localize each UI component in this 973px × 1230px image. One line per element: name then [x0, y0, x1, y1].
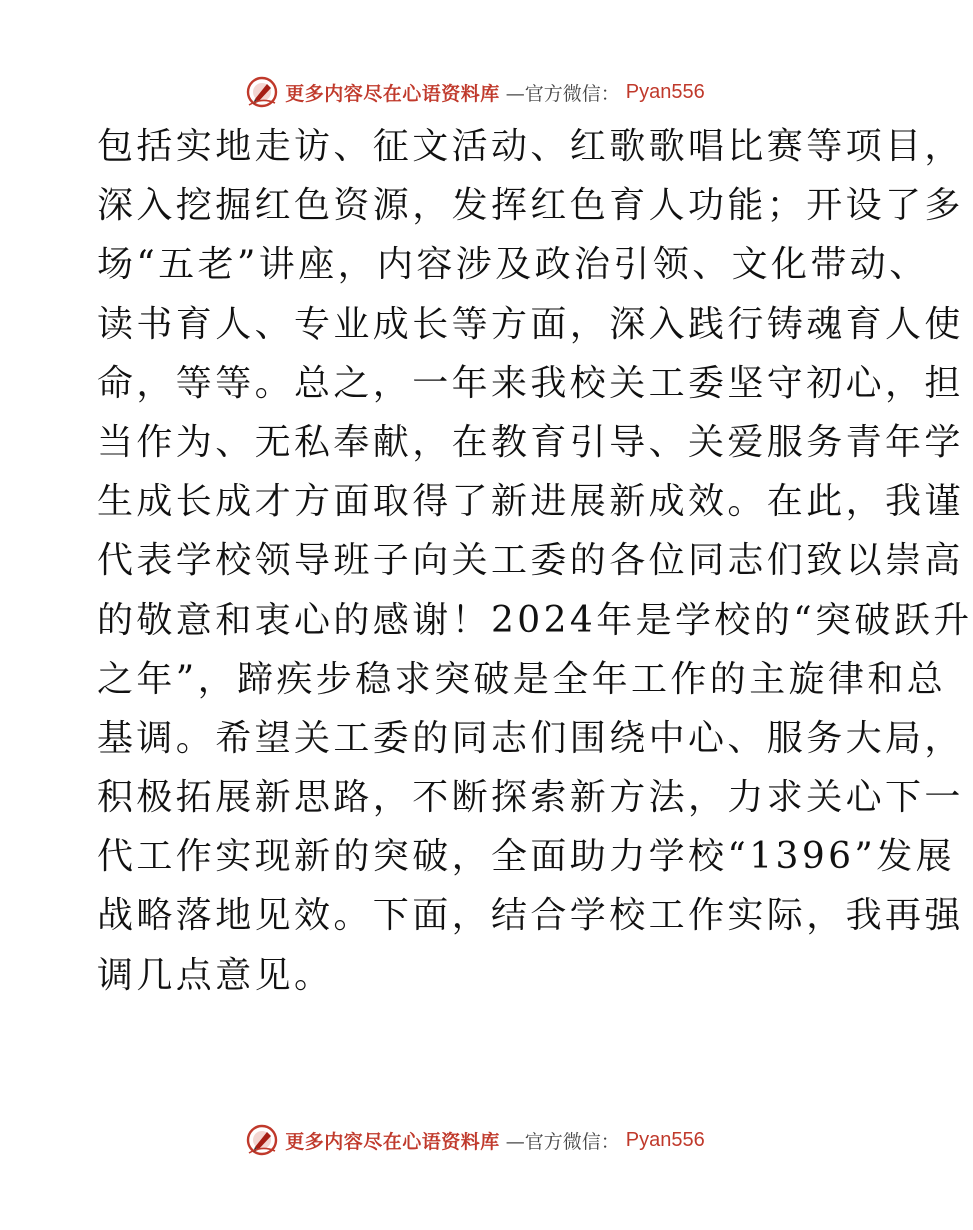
body-line: 包括实地走访、征文活动、红歌歌唱比赛等项目， — [97, 126, 964, 167]
body-line: 之年”，蹄疾步稳求突破是全年工作的主旋律和总 — [97, 658, 947, 700]
footer-dash-text: —官方微信： — [505, 1130, 620, 1153]
header-brand-text: 更多内容尽在心语资料库 — [285, 82, 500, 105]
footer-banner — [0, 1118, 950, 1162]
body-line: 生成长成才方面取得了新进展新成效。在此，我谨 — [97, 481, 964, 523]
document-body — [97, 117, 973, 1005]
body-line: 场“五老”讲座，内容涉及政治引领、文化带动、 — [97, 244, 929, 286]
body-line: 代工作实现新的突破，全面助力学校“1396”发展 — [97, 836, 956, 878]
body-line: 当作为、无私奉献，在教育引导、关爱服务青年学 — [97, 421, 964, 463]
body-line: 代表学校领导班子向关工委的各位同志们致以崇高 — [97, 540, 964, 582]
pen-nib-logo-icon — [245, 75, 279, 109]
header-dash-text: —官方微信： — [505, 82, 620, 105]
header-wechat-id: Pyan556 — [625, 80, 705, 103]
body-line: 战略落地见效。下面，结合学校工作实际，我再强 — [97, 895, 964, 937]
header-banner — [0, 70, 950, 114]
body-line: 的敬意和衷心的感谢！2024年是学校的“突破跃升 — [97, 599, 973, 641]
footer-brand-text: 更多内容尽在心语资料库 — [285, 1130, 500, 1153]
pen-nib-logo-icon — [245, 1123, 279, 1157]
body-line: 调几点意见。 — [97, 954, 334, 996]
footer-wechat-id: Pyan556 — [625, 1128, 705, 1151]
body-line: 命，等等。总之，一年来我校关工委坚守初心，担 — [97, 362, 964, 404]
body-line: 读书育人、专业成长等方面，深入践行铸魂育人使 — [97, 303, 964, 345]
body-line: 积极拓展新思路，不断探索新方法，力求关心下一 — [97, 777, 964, 819]
body-line: 基调。希望关工委的同志们围绕中心、服务大局， — [97, 717, 964, 759]
body-line: 深入挖掘红色资源，发挥红色育人功能；开设了多 — [97, 185, 964, 227]
